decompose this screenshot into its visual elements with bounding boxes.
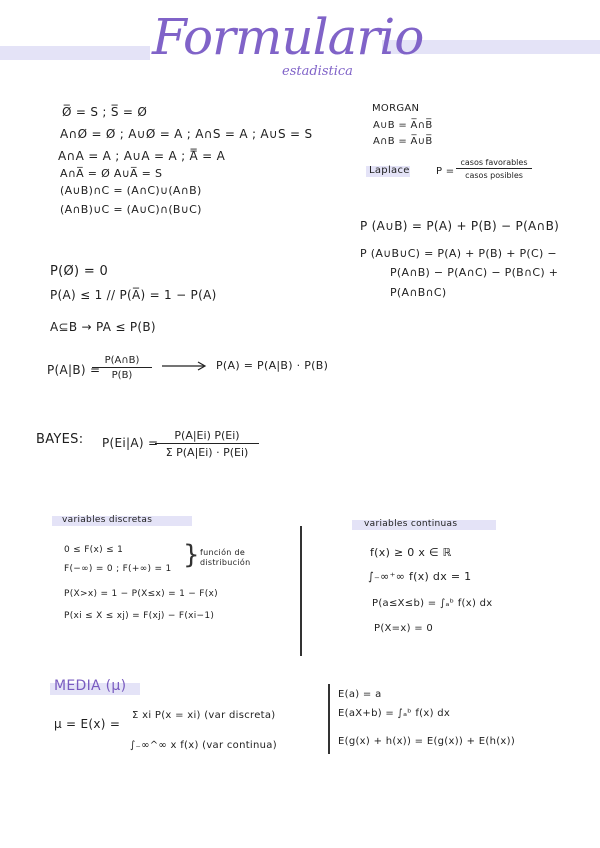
sets-line-5: (A∪B)∩C = (A∩C)∪(A∩B) xyxy=(60,184,202,197)
continuous-header: variables continuas xyxy=(364,519,458,529)
conditional-lhs: P(A|B) = xyxy=(47,363,101,377)
header-band-left xyxy=(0,46,150,60)
expectation-divider xyxy=(328,684,330,754)
laplace-fraction xyxy=(456,158,532,180)
discrete-line-1: 0 ≤ F(x) ≤ 1 xyxy=(64,545,124,555)
media-continuous: ∫₋∞^∞ x f(x) (var continua) xyxy=(130,740,277,751)
sets-line-4: A∩A̅ = Ø A∪A̅ = S xyxy=(60,167,163,180)
media-lhs: μ = E(x) = xyxy=(54,717,121,731)
brace-label-2: distribución xyxy=(200,558,251,567)
laplace-lhs: P = xyxy=(436,166,455,177)
union-line-4: P(A∩B∩C) xyxy=(390,286,447,299)
continuous-line-3: P(a≤X≤b) = ∫ₐᵇ f(x) dx xyxy=(372,598,493,609)
media-discrete: Σ xi P(x = xi) (var discreta) xyxy=(132,710,276,721)
bayes-numerator: P(A|Ei) P(Ei) xyxy=(155,429,259,444)
expectation-line-1: E(a) = a xyxy=(338,689,382,700)
morgan-label: MORGAN xyxy=(372,103,420,114)
union-line-1: P (A∪B) = P(A) + P(B) − P(A∩B) xyxy=(360,219,560,233)
union-line-2: P (A∪B∪C) = P(A) + P(B) + P(C) − xyxy=(360,247,557,260)
prob-line-2: P(A) ≤ 1 // P(A̅) = 1 − P(A) xyxy=(50,288,217,302)
conditional-rhs: P(A) = P(A|B) · P(B) xyxy=(216,359,329,372)
bayes-denominator: Σ P(A|Ei) · P(Ei) xyxy=(165,446,249,459)
discrete-line-2: F(−∞) = 0 ; F(+∞) = 1 xyxy=(64,564,172,574)
brace-label-1: función de xyxy=(200,548,246,557)
morgan-line-2: A∩B = A̅∪B̅ xyxy=(373,136,433,147)
conditional-denominator: P(B) xyxy=(111,370,133,381)
morgan-line-1: A∪B = A̅∩B̅ xyxy=(373,120,433,131)
page-subtitle: estadistica xyxy=(282,64,353,79)
laplace-label: Laplace xyxy=(369,165,410,176)
discrete-line-3: P(X>x) = 1 − P(X≤x) = 1 − F(x) xyxy=(64,589,218,599)
continuous-line-4: P(X=x) = 0 xyxy=(374,623,434,634)
prob-line-1: P(Ø) = 0 xyxy=(50,264,109,279)
conditional-fraction xyxy=(92,355,152,381)
sets-line-6: (A∩B)∪C = (A∪C)∩(B∪C) xyxy=(60,203,202,216)
expectation-line-3: E(g(x) + h(x)) = E(g(x)) + E(h(x)) xyxy=(338,736,516,747)
union-line-3: P(A∩B) − P(A∩C) − P(B∩C) + xyxy=(390,266,559,279)
expectation-line-2: E(aX+b) = ∫ₐᵇ f(x) dx xyxy=(338,708,451,719)
sets-line-3: A∩A = A ; A∪A = A ; A̿ = A xyxy=(58,149,226,163)
bayes-label: BAYES: xyxy=(36,432,84,447)
continuous-line-1: f(x) ≥ 0 x ∈ ℝ xyxy=(370,546,452,559)
bayes-fraction xyxy=(155,429,259,459)
page-title: Formulario xyxy=(152,8,424,66)
conditional-numerator: P(A∩B) xyxy=(92,355,152,368)
sets-line-2: A∩Ø = Ø ; A∪Ø = A ; A∩S = A ; A∪S = S xyxy=(60,127,313,141)
sets-line-1: Ø̅ = S ; S̅ = Ø xyxy=(62,105,148,119)
discrete-header: variables discretas xyxy=(62,515,153,525)
prob-line-3: A⊆B → PA ≤ P(B) xyxy=(50,320,156,334)
bayes-lhs: P(Ei|A) = xyxy=(102,436,159,450)
continuous-line-2: ∫₋∞⁺∞ f(x) dx = 1 xyxy=(368,570,472,583)
arrow-icon xyxy=(160,361,210,371)
brace-icon: } xyxy=(183,540,200,570)
media-title: MEDIA (μ) xyxy=(54,678,127,694)
laplace-denominator: casos posibles xyxy=(465,171,523,180)
discrete-line-4: P(xi ≤ X ≤ xj) = F(xj) − F(xi−1) xyxy=(64,611,215,621)
laplace-numerator: casos favorables xyxy=(456,158,532,169)
section-divider xyxy=(300,526,302,656)
